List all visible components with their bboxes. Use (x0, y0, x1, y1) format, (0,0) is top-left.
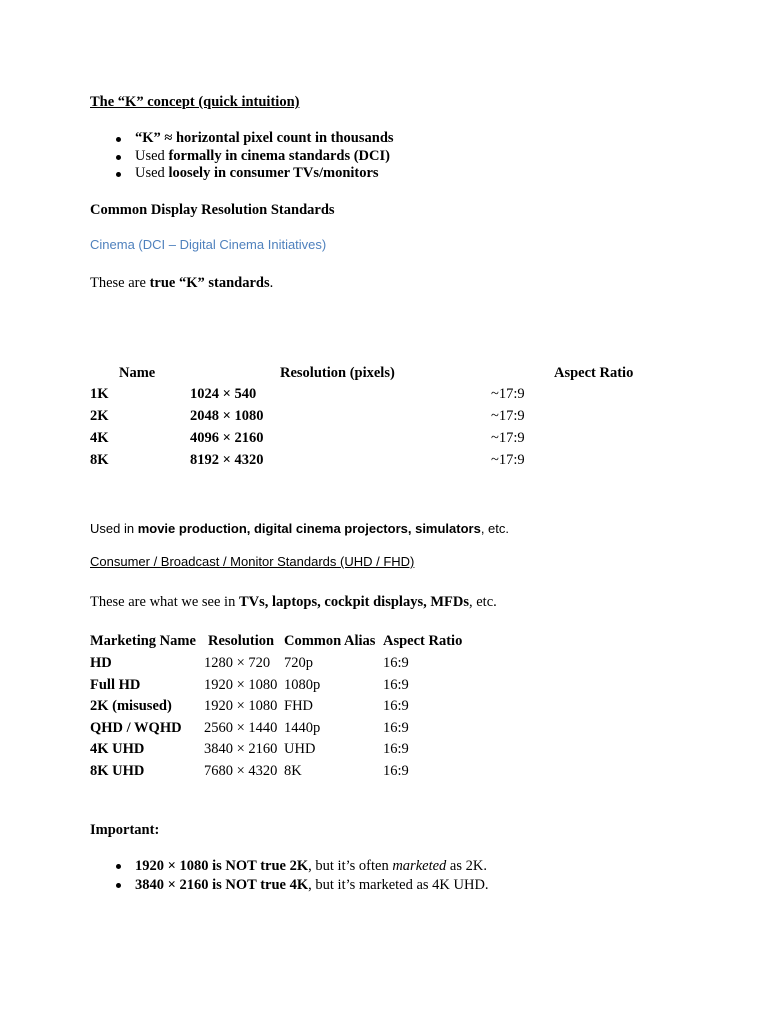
important-heading: Important: (90, 822, 160, 838)
column-header: Name (119, 365, 156, 381)
cell-aspect: ~17:9 (491, 430, 525, 446)
column-header: Marketing Name (90, 633, 196, 649)
list-item: Used formally in cinema standards (DCI) (90, 148, 394, 166)
cell-name: 8K UHD (90, 763, 145, 779)
table-row (0, 720, 768, 740)
consumer-heading: Consumer / Broadcast / Monitor Standards (UHD / FHD) (90, 554, 415, 569)
important-bullets (90, 857, 489, 895)
consumer-intro: These are what we see in TVs, laptops, cockpit displays, MFDs, etc. (90, 594, 497, 610)
cell-aspect: ~17:9 (491, 452, 525, 468)
list-item: 1920 × 1080 is NOT true 2K, but it’s often marketed as 2K. (90, 857, 489, 876)
cell-resolution: 2560 × 1440 (204, 720, 278, 736)
cell-name: 4K UHD (90, 741, 145, 757)
cell-resolution: 1024 × 540 (190, 386, 257, 402)
list-item: 3840 × 2160 is NOT true 4K, but it’s marketed as 4K UHD. (90, 876, 489, 895)
column-header: Aspect Ratio (554, 365, 634, 381)
cinema-intro: These are true “K” standards. (90, 275, 274, 291)
cell-aspect: 16:9 (383, 655, 409, 671)
table-row (0, 452, 768, 472)
column-header: Aspect Ratio (383, 633, 463, 649)
table-row (0, 763, 768, 783)
cell-aspect: ~17:9 (491, 386, 525, 402)
list-item: “K” ≈ horizontal pixel count in thousands (90, 130, 394, 148)
cell-resolution: 1280 × 720 (204, 655, 271, 671)
column-header: Resolution (208, 633, 275, 649)
cell-name: HD (90, 655, 112, 671)
k-concept-heading: The “K” concept (quick intuition) (90, 94, 300, 110)
cell-name: QHD / WQHD (90, 720, 182, 736)
cell-resolution: 1920 × 1080 (204, 698, 278, 714)
column-header: Resolution (pixels) (280, 365, 395, 381)
cell-name: 4K (90, 430, 109, 446)
cell-resolution: 8192 × 4320 (190, 452, 264, 468)
cell-aspect: 16:9 (383, 741, 409, 757)
cell-aspect: 16:9 (383, 763, 409, 779)
cell-name: 2K (misused) (90, 698, 172, 714)
table-row (0, 408, 768, 428)
cell-aspect: 16:9 (383, 698, 409, 714)
cell-aspect: 16:9 (383, 677, 409, 693)
cell-alias: 1080p (284, 677, 321, 693)
cell-resolution: 4096 × 2160 (190, 430, 264, 446)
table-row (0, 741, 768, 761)
cell-resolution: 7680 × 4320 (204, 763, 278, 779)
list-item: Used loosely in consumer TVs/monitors (90, 165, 394, 183)
cell-name: 8K (90, 452, 109, 468)
cinema-heading: Cinema (DCI – Digital Cinema Initiatives) (90, 237, 327, 252)
cell-alias: 720p (284, 655, 313, 671)
cell-alias: 8K (284, 763, 302, 779)
cell-alias: 1440p (284, 720, 321, 736)
cinema-usage: Used in movie production, digital cinema projectors, simulators, etc. (90, 521, 510, 536)
table-header-row (0, 365, 768, 385)
table-header-row (0, 633, 768, 653)
cell-aspect: ~17:9 (491, 408, 525, 424)
cell-name: 2K (90, 408, 109, 424)
cell-alias: FHD (284, 698, 314, 714)
cell-aspect: 16:9 (383, 720, 409, 736)
table-row (0, 677, 768, 697)
table-row (0, 386, 768, 406)
cell-name: 1K (90, 386, 109, 402)
cell-resolution: 3840 × 2160 (204, 741, 278, 757)
table-row (0, 655, 768, 675)
cell-resolution: 2048 × 1080 (190, 408, 264, 424)
common-standards-heading: Common Display Resolution Standards (90, 202, 335, 218)
cell-name: Full HD (90, 677, 141, 693)
cell-alias: UHD (284, 741, 316, 757)
k-concept-bullets (90, 130, 394, 183)
cell-resolution: 1920 × 1080 (204, 677, 278, 693)
column-header: Common Alias (284, 633, 376, 649)
table-row (0, 698, 768, 718)
table-row (0, 430, 768, 450)
